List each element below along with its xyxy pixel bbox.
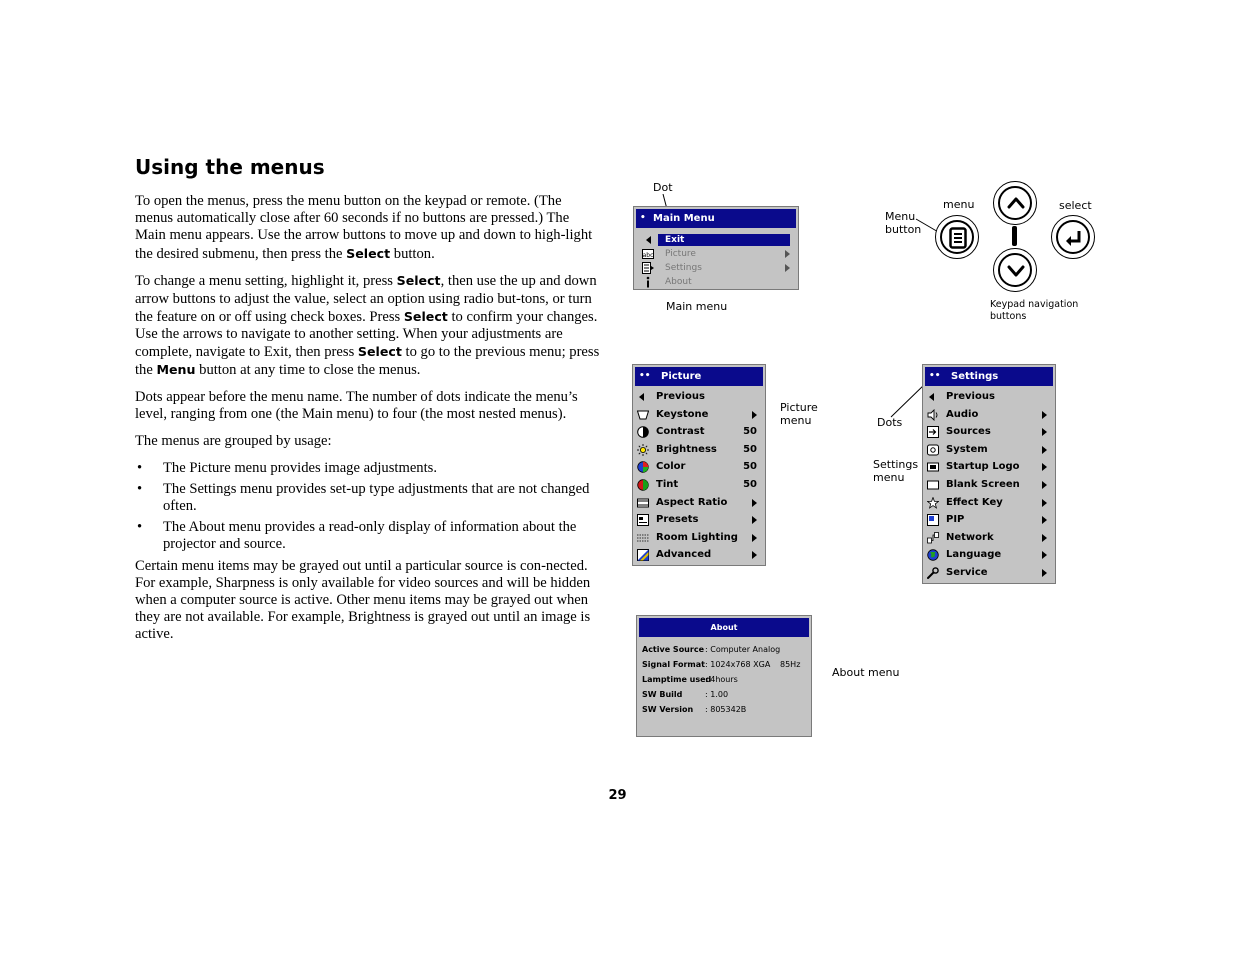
submenu-arrow-icon xyxy=(752,551,757,559)
paragraph-grayed-out: Certain menu items may be grayed out until a particular source is con-nected. For example, Sharpness is only available for video sources and will be hidden when a computer source is active. Other menu items may be grayed out when they are not available. For example, Brightness is grayed out until an image is active. xyxy=(135,557,591,643)
text-run: button at any time to close the menus. xyxy=(195,362,421,379)
about-row-signal-format xyxy=(637,657,811,672)
back-arrow-icon xyxy=(639,393,644,401)
text-run: button. xyxy=(390,245,435,262)
wrench-icon xyxy=(927,567,939,579)
settings-item-system[interactable] xyxy=(923,441,1055,459)
about-row-sw-build xyxy=(637,687,811,702)
dot-caption: Dot xyxy=(653,181,673,194)
submenu-arrow-icon xyxy=(1042,569,1047,577)
menu-item-label: Effect Key xyxy=(946,496,1003,508)
picture-item-advanced[interactable] xyxy=(633,546,765,564)
caption-line: Keypad navigation xyxy=(990,299,1079,310)
info-icon xyxy=(642,276,654,288)
submenu-arrow-icon xyxy=(1042,481,1047,489)
picture-item-brightness[interactable] xyxy=(633,441,765,459)
aspect-ratio-icon xyxy=(637,497,649,509)
back-arrow-icon xyxy=(646,236,651,244)
globe-icon xyxy=(927,549,939,561)
settings-item-service[interactable] xyxy=(923,564,1055,582)
keypad-menu-label: menu xyxy=(943,198,975,211)
select-button[interactable] xyxy=(1051,215,1095,259)
page-number: 29 xyxy=(608,788,627,803)
text-run: To change a menu setting, highlight it, press xyxy=(135,273,397,290)
caption-line: button xyxy=(885,223,922,236)
caption-line: Settings xyxy=(873,458,919,471)
pip-icon xyxy=(927,514,939,526)
submenu-arrow-icon xyxy=(1042,499,1047,507)
main-menu-title: Main Menu xyxy=(653,213,715,224)
list-item: • The Settings menu provides set-up type adjustments that are not changed often. xyxy=(135,481,603,515)
caption-line: buttons xyxy=(990,311,1027,322)
picture-item-room-lighting[interactable] xyxy=(633,529,765,547)
keypad-select-label: select xyxy=(1059,199,1092,212)
menu-item-label: Settings xyxy=(665,263,702,273)
menu-item-label: System xyxy=(946,443,988,455)
room-lighting-icon xyxy=(637,532,649,544)
caption-line: Picture xyxy=(780,401,818,414)
menu-item-value: 50 xyxy=(743,461,757,473)
down-arrow-button[interactable] xyxy=(993,248,1037,292)
keystone-icon xyxy=(637,409,649,421)
svg-text:abc: abc xyxy=(642,252,654,259)
picture-item-aspect-ratio[interactable] xyxy=(633,494,765,512)
body-text xyxy=(135,193,603,653)
main-menu-screenshot xyxy=(633,206,799,290)
submenu-arrow-icon xyxy=(752,411,757,419)
about-menu-title: About xyxy=(710,623,738,632)
enter-icon xyxy=(1064,228,1084,248)
startup-logo-icon xyxy=(927,461,939,473)
usage-list xyxy=(135,460,603,554)
menu-item-value: 50 xyxy=(743,443,757,455)
sources-icon xyxy=(927,426,939,438)
picture-item-previous[interactable] xyxy=(633,388,765,406)
bold-term: Select xyxy=(403,308,448,324)
keypad-separator xyxy=(1012,226,1017,246)
settings-item-pip[interactable] xyxy=(923,511,1055,529)
menu-item-label: Aspect Ratio xyxy=(656,496,728,508)
advanced-icon xyxy=(637,549,649,561)
menu-item-label: Sources xyxy=(946,426,991,438)
main-menu-item-exit[interactable] xyxy=(634,233,798,247)
submenu-arrow-icon xyxy=(752,499,757,507)
paragraph-change-setting xyxy=(135,272,603,379)
contrast-icon xyxy=(637,426,649,438)
main-menu-item-settings[interactable] xyxy=(634,261,798,275)
paragraph-grouping: The menus are grouped by usage: xyxy=(135,432,332,449)
picture-menu-screenshot xyxy=(632,364,766,566)
menu-level-dots: •• xyxy=(929,371,941,381)
presets-icon xyxy=(637,514,649,526)
keypad-nav-caption xyxy=(990,299,1078,323)
menu-icon xyxy=(949,227,967,249)
menu-item-label: Service xyxy=(946,566,988,578)
picture-item-color[interactable] xyxy=(633,458,765,476)
menu-item-value: 50 xyxy=(743,426,757,438)
menu-item-label: Room Lighting xyxy=(656,531,738,543)
menu-item-label: Previous xyxy=(946,391,995,402)
settings-item-sources[interactable] xyxy=(923,423,1055,441)
menu-item-label: Previous xyxy=(656,391,705,402)
bold-term: Select xyxy=(357,344,402,360)
about-value: : 805342B xyxy=(705,705,747,714)
menu-item-label: Audio xyxy=(946,408,979,420)
about-row-lamptime xyxy=(637,672,811,687)
submenu-arrow-icon xyxy=(752,534,757,542)
star-icon xyxy=(927,497,939,509)
text-run: to go to the previous menu; press the xyxy=(135,344,600,379)
tint-icon xyxy=(637,479,649,491)
bold-term: Select xyxy=(396,273,441,289)
menu-item-label: Keystone xyxy=(656,408,709,420)
paragraph-dots: Dots appear before the menu name. The number of dots indicate the menu’s level, ranging from one (the Main menu) to four (the most nested menus). xyxy=(135,389,578,423)
list-item: • The Picture menu provides image adjustments. xyxy=(135,460,603,477)
settings-menu-title: Settings xyxy=(951,371,999,382)
settings-item-audio[interactable] xyxy=(923,406,1055,424)
submenu-arrow-icon xyxy=(1042,463,1047,471)
settings-item-previous[interactable] xyxy=(923,388,1055,406)
settings-item-effect-key[interactable] xyxy=(923,494,1055,512)
submenu-arrow-icon xyxy=(1042,428,1047,436)
picture-icon xyxy=(642,248,654,260)
settings-item-blank-screen[interactable] xyxy=(923,476,1055,494)
submenu-arrow-icon xyxy=(752,516,757,524)
about-value: : 1.00 xyxy=(705,690,729,699)
menu-item-label: Network xyxy=(946,531,994,543)
settings-icon xyxy=(642,262,654,274)
submenu-arrow-icon xyxy=(1042,446,1047,454)
page-title: Using the menus xyxy=(135,155,325,179)
about-key: SW Build xyxy=(642,690,683,699)
menu-item-label: About xyxy=(665,277,692,287)
picture-menu-title: Picture xyxy=(661,371,702,382)
about-key: Signal Format xyxy=(642,660,705,669)
about-row-active-source xyxy=(637,642,811,657)
picture-item-contrast[interactable] xyxy=(633,423,765,441)
text-run: to confirm your changes. Use the arrows to navigate to another setting. When your adjustments are complete, navigate to Exit, then press xyxy=(135,308,598,361)
picture-menu-title-bar xyxy=(635,367,763,386)
about-key: Active Source xyxy=(642,645,704,654)
menu-item-label: Contrast xyxy=(656,426,705,438)
main-menu-caption: Main menu xyxy=(666,300,728,313)
settings-menu-screenshot xyxy=(922,364,1056,584)
network-icon xyxy=(927,532,939,544)
main-menu-title-bar xyxy=(636,209,796,228)
text-run: To open the menus, press the menu button on the keypad or remote. (The menus automatically close after 60 seconds if no buttons are pressed.) The Main menu appears. Use the arrow buttons to move up and down to high-light the desired submenu, then press the xyxy=(135,193,593,262)
submenu-arrow-icon xyxy=(1042,551,1047,559)
dots-caption: Dots xyxy=(877,416,903,429)
chevron-down-icon xyxy=(1006,263,1026,279)
back-arrow-icon xyxy=(929,393,934,401)
menu-item-label: Advanced xyxy=(656,549,712,561)
color-wheel-icon xyxy=(637,461,649,473)
caption-line: Menu xyxy=(885,210,916,223)
about-menu-title-bar xyxy=(639,618,809,637)
blank-screen-icon xyxy=(927,479,939,491)
about-refresh-rate: 85Hz xyxy=(780,660,801,669)
caption-line: menu xyxy=(873,471,905,484)
menu-item-label: Exit xyxy=(665,235,685,245)
menu-item-label: PIP xyxy=(946,514,965,526)
speaker-icon xyxy=(927,409,939,421)
text-run: , then use the up and down arrow buttons to adjust the value, select an option using radio but-tons, or turn the feature on or off using check boxes. Press xyxy=(135,273,597,325)
about-menu-caption: About menu xyxy=(832,666,900,679)
up-arrow-button[interactable] xyxy=(993,181,1037,225)
about-value: : Computer Analog xyxy=(705,645,781,654)
picture-item-presets[interactable] xyxy=(633,511,765,529)
caption-line: menu xyxy=(780,414,812,427)
sun-icon xyxy=(637,444,649,456)
main-menu-item-picture[interactable] xyxy=(634,247,798,261)
submenu-arrow-icon xyxy=(785,264,790,272)
menu-button[interactable] xyxy=(935,215,979,259)
menu-item-label: Color xyxy=(656,461,686,473)
about-menu-screenshot xyxy=(636,615,812,737)
picture-menu-caption xyxy=(780,401,818,427)
menu-item-label: Tint xyxy=(656,478,679,490)
about-key: SW Version xyxy=(642,705,694,714)
settings-menu-title-bar xyxy=(925,367,1053,386)
menu-item-label: Presets xyxy=(656,514,699,526)
list-item: • The About menu provides a read-only display of information about the projector and source. xyxy=(135,519,603,553)
about-row-sw-version xyxy=(637,702,811,717)
about-value: : 1024x768 XGA xyxy=(705,660,771,669)
picture-item-keystone[interactable] xyxy=(633,406,765,424)
menu-item-label: Picture xyxy=(665,249,696,259)
menu-level-dots: •• xyxy=(639,371,651,381)
settings-item-language[interactable] xyxy=(923,546,1055,564)
settings-menu-caption xyxy=(873,458,918,484)
paragraph-open-menus xyxy=(135,193,603,263)
bold-term: Select xyxy=(346,245,391,261)
settings-item-startup-logo[interactable] xyxy=(923,458,1055,476)
about-value: : 4hours xyxy=(705,675,738,684)
menu-item-label: Language xyxy=(946,549,1002,561)
menu-item-label: Blank Screen xyxy=(946,478,1020,490)
picture-item-tint[interactable] xyxy=(633,476,765,494)
submenu-arrow-icon xyxy=(1042,516,1047,524)
menu-level-dot: • xyxy=(640,213,646,223)
about-key: Lamptime used xyxy=(642,675,712,684)
bold-term: Menu xyxy=(156,362,196,378)
system-gear-icon xyxy=(927,444,939,456)
submenu-arrow-icon xyxy=(785,250,790,258)
menu-item-label: Startup Logo xyxy=(946,461,1020,473)
main-menu-item-about[interactable] xyxy=(634,275,798,289)
submenu-arrow-icon xyxy=(1042,534,1047,542)
settings-item-network[interactable] xyxy=(923,529,1055,547)
chevron-up-icon xyxy=(1006,195,1026,211)
menu-item-value: 50 xyxy=(743,478,757,490)
menu-item-label: Brightness xyxy=(656,443,717,455)
submenu-arrow-icon xyxy=(1042,411,1047,419)
